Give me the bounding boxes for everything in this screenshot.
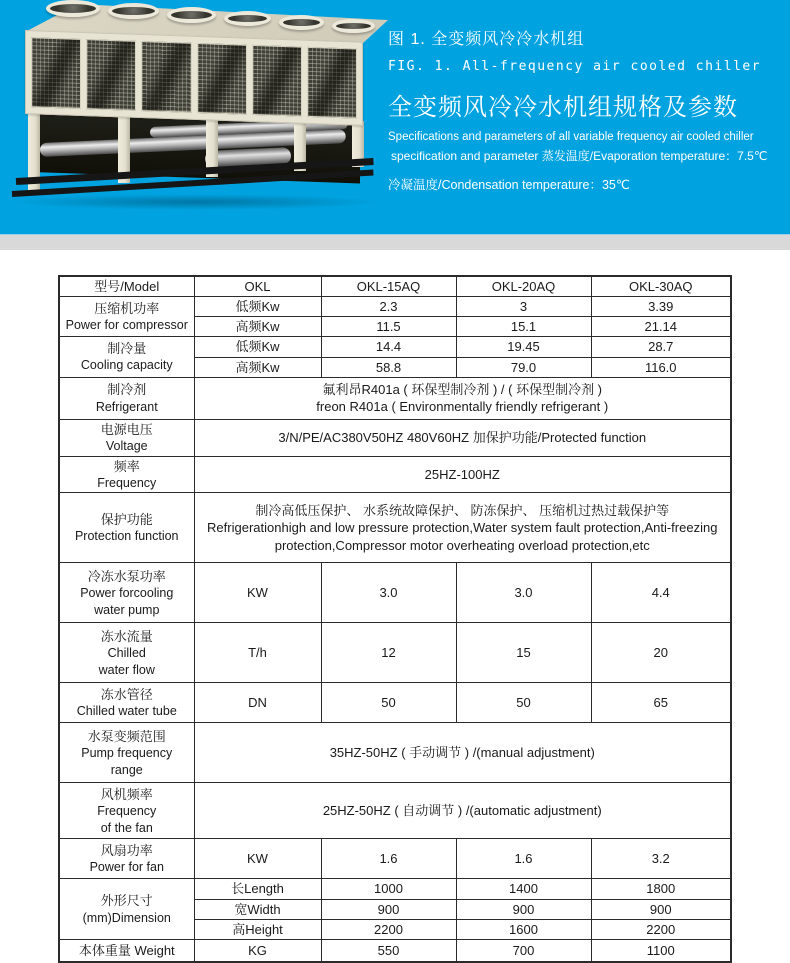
cooling-label: 制冷量 Cooling capacity: [59, 337, 194, 377]
value-cell: 3.0: [321, 563, 456, 623]
value-cell: 1600: [456, 919, 591, 939]
refrigerant-label: 制冷剂 Refrigerant: [59, 377, 194, 419]
value-cell: 2200: [591, 919, 731, 939]
value-cell: 2200: [321, 919, 456, 939]
value-cell: 79.0: [456, 357, 591, 377]
fan-shroud-icon: [108, 3, 159, 19]
fan-power-label: 风扇功率 Power for fan: [59, 839, 194, 879]
pump-frequency-label: 水泵变频范围 Pump frequency range: [59, 723, 194, 783]
table-row-fan-power: [59, 839, 731, 879]
value-cell: 65: [591, 683, 731, 723]
mesh-panel: [307, 47, 357, 119]
value-cell: 11.5: [321, 317, 456, 337]
hero-banner: [0, 0, 790, 234]
value-cell: 3.0: [456, 563, 591, 623]
subtitle-line-3: 冷凝温度/Condensation temperature：35℃: [388, 178, 630, 192]
mesh-panel: [86, 39, 136, 111]
table-row-water-flow: [59, 623, 731, 683]
value-cell: 12: [321, 623, 456, 683]
frequency-value: 25HZ-100HZ: [194, 456, 731, 493]
spec-table: [58, 275, 732, 963]
figure-caption-en: FIG. 1. All-frequency air cooled chiller: [388, 59, 762, 74]
model-series: OKL: [194, 276, 321, 297]
value-cell: 700: [456, 939, 591, 962]
water-tube-unit: DN: [194, 683, 321, 723]
fan-shroud-icon: [279, 15, 324, 30]
value-cell: 3: [456, 297, 591, 317]
value-cell: 1000: [321, 879, 456, 899]
value-cell: 900: [591, 899, 731, 919]
value-cell: 1400: [456, 879, 591, 899]
mesh-panel: [252, 45, 302, 117]
model-label: 型号/Model: [59, 276, 194, 297]
compressor-low-unit: 低频Kw: [194, 297, 321, 317]
cooling-high-unit: 高频Kw: [194, 357, 321, 377]
water-tube-label: 冻水管径 Chilled water tube: [59, 683, 194, 723]
page-title: 全变频风冷冷水机组规格及参数: [388, 94, 738, 121]
table-row-protection: [59, 493, 731, 563]
value-cell: 1.6: [456, 839, 591, 879]
value-cell: 50: [321, 683, 456, 723]
value-cell: 15.1: [456, 317, 591, 337]
fan-power-unit: KW: [194, 839, 321, 879]
dimension-length-unit: 长Length: [194, 879, 321, 899]
model-3: OKL-30AQ: [591, 276, 731, 297]
value-cell: 900: [321, 899, 456, 919]
spec-section: [0, 275, 790, 963]
value-cell: 58.8: [321, 357, 456, 377]
fan-shroud-icon: [332, 19, 375, 33]
voltage-label: 电源电压 Voltage: [59, 419, 194, 456]
cooling-low-unit: 低频Kw: [194, 337, 321, 357]
value-cell: 4.4: [591, 563, 731, 623]
table-row-refrigerant: [59, 377, 731, 419]
table-row-dimension-length: [59, 879, 731, 899]
value-cell: 1800: [591, 879, 731, 899]
fan-frequency-value: 25HZ-50HZ ( 自动调节 ) /(automatic adjustment): [194, 783, 731, 839]
table-row-voltage: [59, 419, 731, 456]
value-cell: 20: [591, 623, 731, 683]
model-1: OKL-15AQ: [321, 276, 456, 297]
weight-unit: KG: [194, 939, 321, 962]
compressor-high-unit: 高频Kw: [194, 317, 321, 337]
table-row-water-tube: [59, 683, 731, 723]
value-cell: 3.39: [591, 297, 731, 317]
table-row-cooling-low: [59, 337, 731, 357]
table-row-model: [59, 276, 731, 297]
value-cell: 19.45: [456, 337, 591, 357]
table-row-frequency: [59, 456, 731, 493]
value-cell: 550: [321, 939, 456, 962]
subtitle-line-2: specification and parameter 蒸发温度/Evaporation temperature：7.5℃: [391, 149, 768, 163]
value-cell: 1100: [591, 939, 731, 962]
chiller-photo: [0, 0, 390, 233]
pump-frequency-value: 35HZ-50HZ ( 手动调节 ) /(manual adjustment): [194, 723, 731, 783]
value-cell: 116.0: [591, 357, 731, 377]
divider-band: [0, 234, 790, 250]
frequency-label: 频率 Frequency: [59, 456, 194, 493]
fan-frequency-label: 风机频率 Frequency of the fan: [59, 783, 194, 839]
value-cell: 21.14: [591, 317, 731, 337]
figure-caption-zh: 图 1. 全变频风冷冷水机组: [388, 31, 585, 48]
table-row-weight: [59, 939, 731, 962]
value-cell: 28.7: [591, 337, 731, 357]
chiller-shadow: [8, 194, 382, 210]
fan-shroud-icon: [224, 11, 271, 26]
value-cell: 2.3: [321, 297, 456, 317]
hero-text: [388, 0, 788, 193]
value-cell: 3.2: [591, 839, 731, 879]
water-flow-unit: T/h: [194, 623, 321, 683]
fan-shroud-icon: [167, 7, 216, 23]
table-row-pump-frequency: [59, 723, 731, 783]
value-cell: 1.6: [321, 839, 456, 879]
dimension-width-unit: 宽Width: [194, 899, 321, 919]
value-cell: 900: [456, 899, 591, 919]
dimension-height-unit: 高Height: [194, 919, 321, 939]
chiller-cabinet: [25, 30, 363, 126]
weight-label: 本体重量 Weight: [59, 939, 194, 962]
model-2: OKL-20AQ: [456, 276, 591, 297]
dimension-label: 外形尺寸 (mm)Dimension: [59, 879, 194, 939]
mesh-panel: [197, 43, 247, 115]
pump-power-label: 冷冻水泵功率 Power forcooling water pump: [59, 563, 194, 623]
value-cell: 15: [456, 623, 591, 683]
subtitle-line-1: Specifications and parameters of all variable frequency air cooled chiller: [388, 131, 754, 143]
table-row-pump-power: [59, 563, 731, 623]
pump-power-unit: KW: [194, 563, 321, 623]
mesh-panel: [31, 37, 81, 109]
value-cell: 14.4: [321, 337, 456, 357]
refrigerant-value: 氟利昂R401a ( 环保型制冷剂 ) / ( 环保型制冷剂 ) freon R401a ( Environmentally friendly refrigerant ): [194, 377, 731, 419]
table-row-compressor-low: [59, 297, 731, 317]
protection-value: 制冷高低压保护、 水系统故障保护、 防冻保护、 压缩机过热过载保护等 Refrigerationhigh and low pressure protection,Water system fault protection,Anti-freezing protection,Compressor motor overheating overload protection,etc: [194, 493, 731, 563]
value-cell: 50: [456, 683, 591, 723]
table-row-fan-frequency: [59, 783, 731, 839]
fan-shroud-icon: [46, 0, 100, 17]
protection-label: 保护功能 Protection function: [59, 493, 194, 563]
voltage-value: 3/N/PE/AC380V50HZ 480V60HZ 加保护功能/Protected function: [194, 419, 731, 456]
compressor-label: 压缩机功率 Power for compressor: [59, 297, 194, 337]
water-flow-label: 冻水流量 Chilled water flow: [59, 623, 194, 683]
mesh-panel: [141, 41, 191, 113]
